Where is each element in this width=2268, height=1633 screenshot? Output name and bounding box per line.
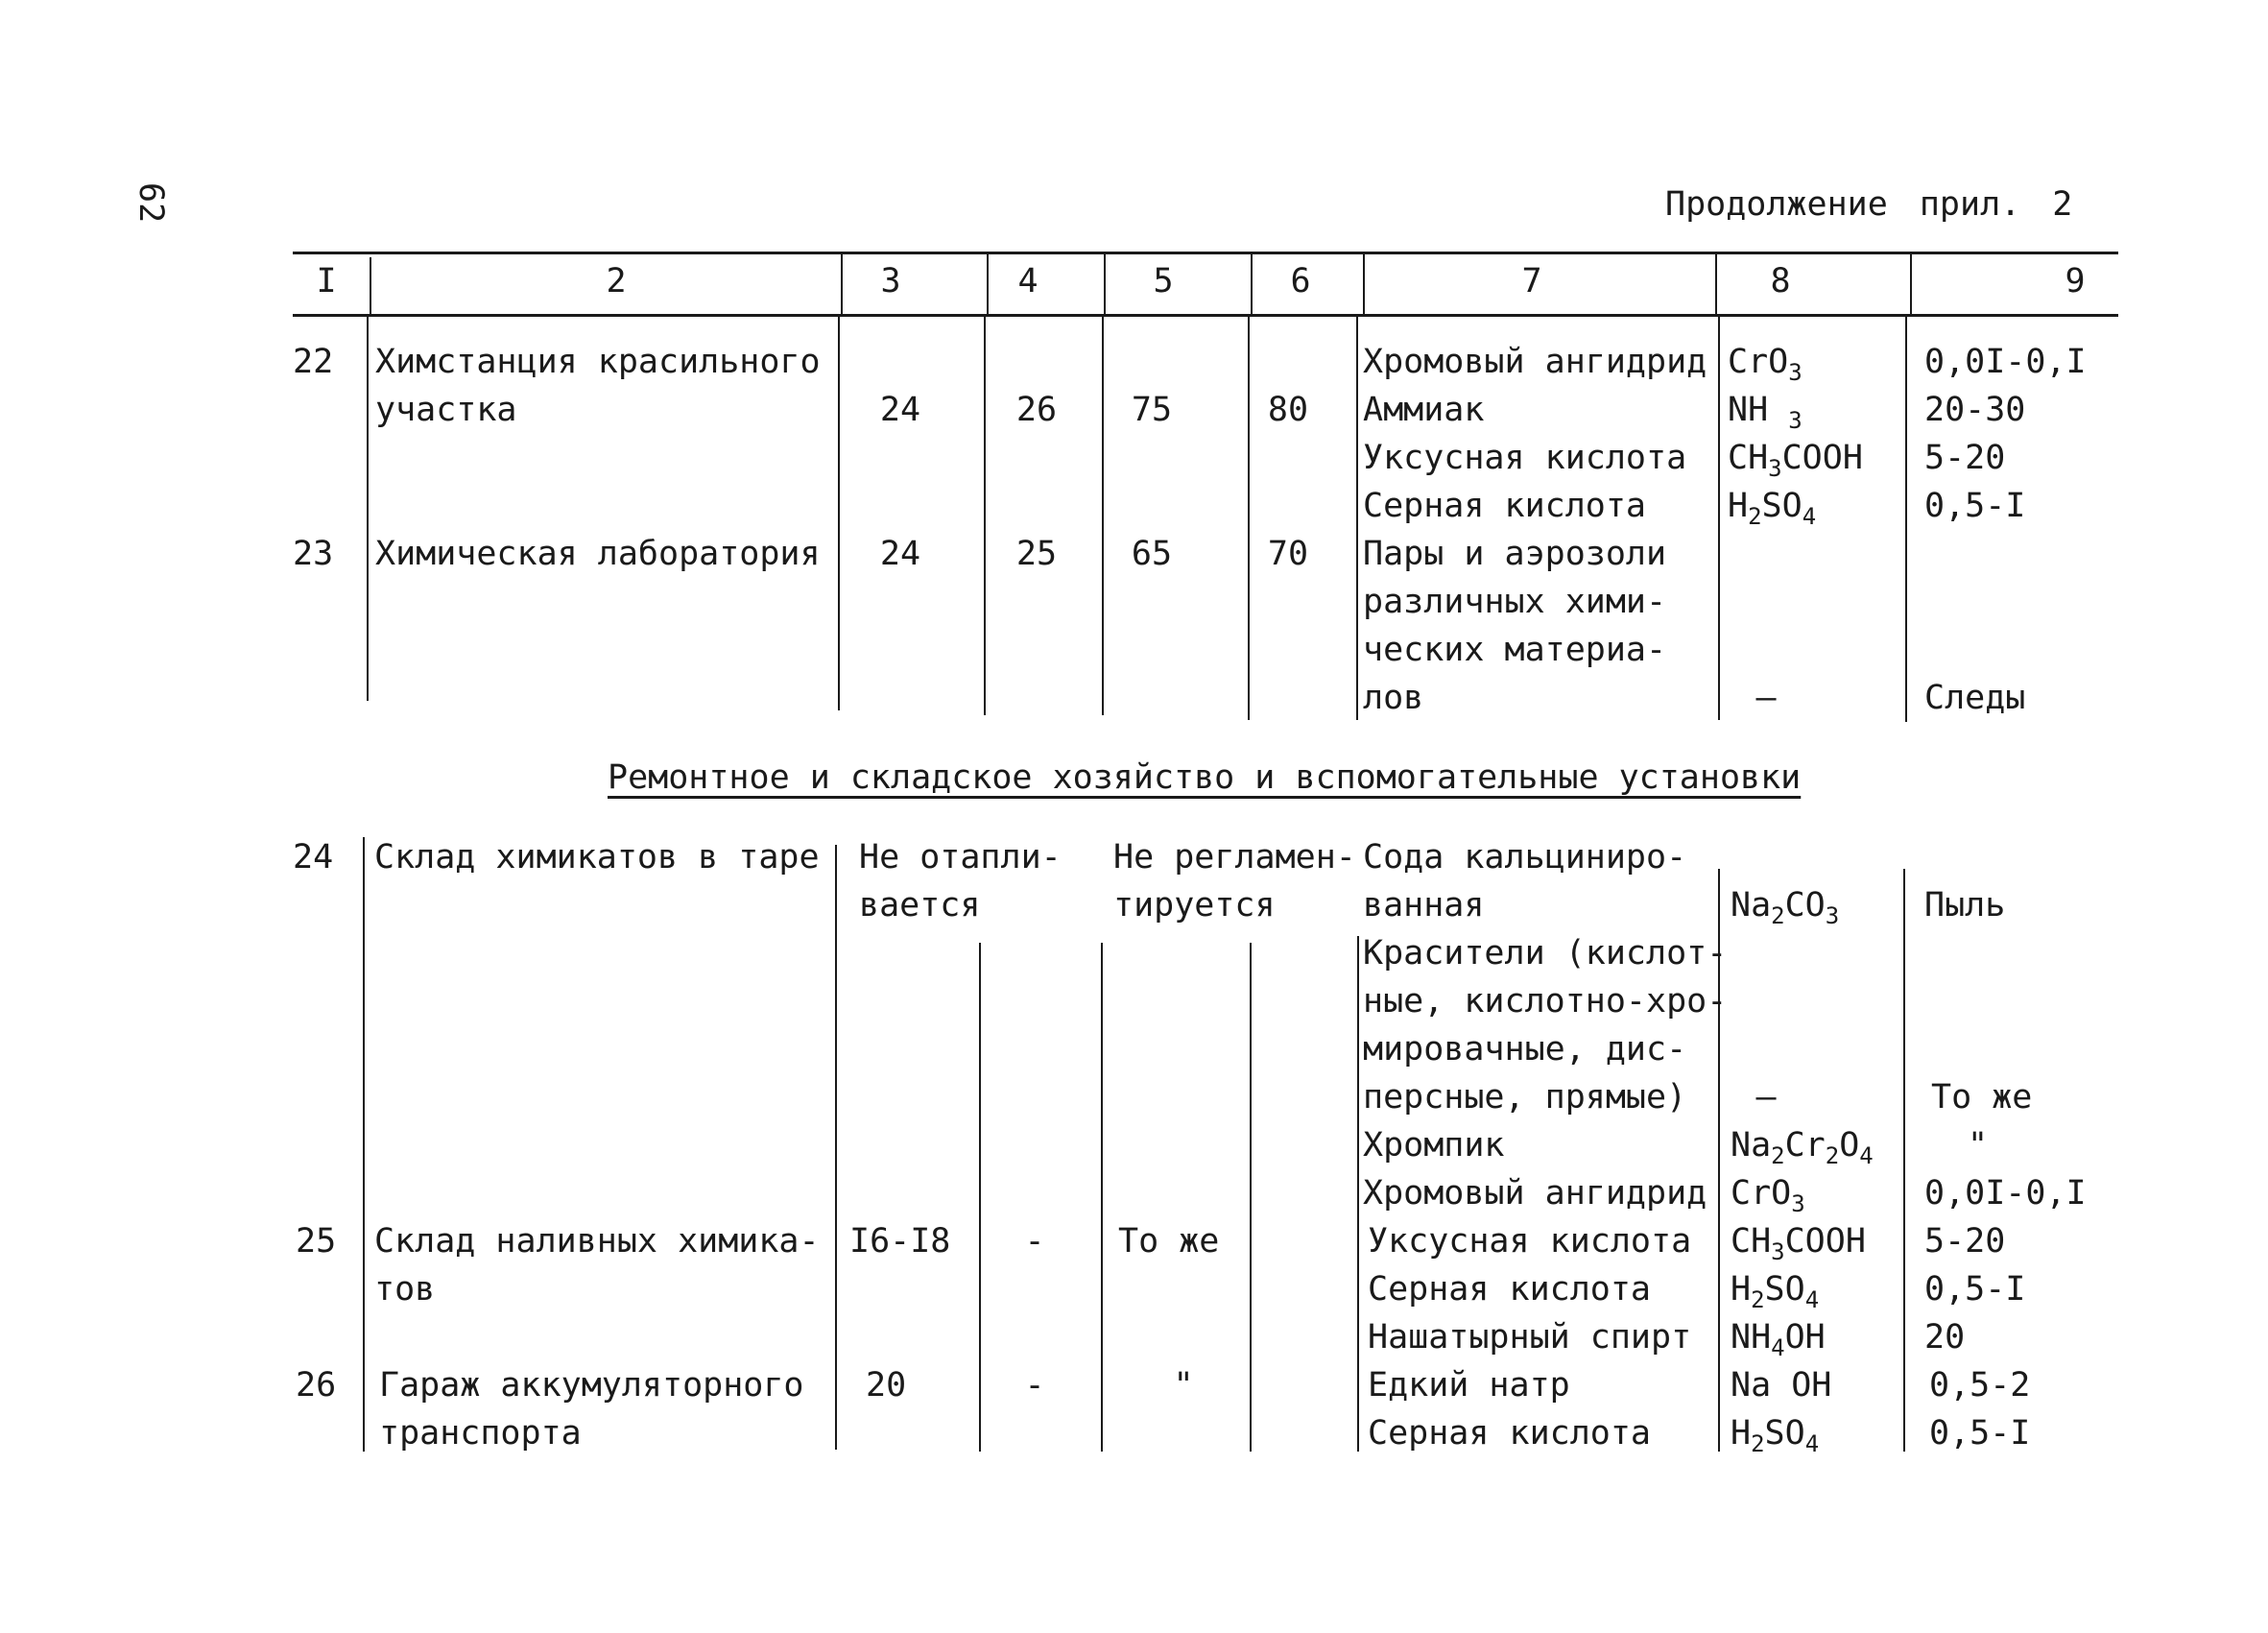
col-divider — [1248, 317, 1250, 720]
substance-name: Нашатырный спирт — [1368, 1318, 1692, 1357]
chemical-formula: $CH_3COOH$ — [1731, 1222, 1866, 1265]
row-value: 65 — [1131, 535, 1173, 573]
concentration-value: 0,0I-0,I — [1924, 343, 2087, 381]
row-value: - — [1024, 1366, 1045, 1405]
header-bottom-rule — [293, 314, 2118, 317]
row-number: 23 — [293, 535, 334, 573]
substance-name: Серная кислота — [1363, 487, 1647, 525]
row-value: То же — [1118, 1222, 1220, 1261]
row-value: 24 — [879, 391, 921, 429]
substance-name: Уксусная кислота — [1363, 439, 1687, 477]
chemical-formula: $H_2SO_4$ — [1731, 1270, 1820, 1313]
col-divider — [1357, 936, 1359, 1452]
col-divider — [1356, 317, 1358, 720]
chemical-formula: $H_2SO_4$ — [1728, 487, 1817, 530]
col-divider — [363, 837, 365, 1452]
substance-name: Пары и аэрозоли — [1363, 535, 1667, 573]
column-header: I — [316, 262, 337, 300]
substance-name: Хромовый ангидрид — [1363, 1174, 1707, 1213]
col-divider — [1718, 317, 1720, 720]
chemical-formula: $Na_2CO_3$ — [1731, 886, 1840, 929]
chemical-formula: Na OH — [1731, 1366, 1832, 1405]
row-name: Склад химикатов в таре — [374, 838, 820, 877]
row-value: 75 — [1131, 391, 1173, 429]
substance-name: ные, кислотно-хро- — [1363, 982, 1728, 1021]
substance-name: Серная кислота — [1368, 1270, 1652, 1309]
concentration-value: 20-30 — [1924, 391, 2026, 429]
row-value: 70 — [1267, 535, 1309, 573]
row-value: 25 — [1015, 535, 1058, 573]
row-number: 25 — [296, 1222, 337, 1261]
column-header: 3 — [880, 262, 901, 300]
row-value: тируется — [1113, 886, 1276, 925]
concentration-value: Пыль — [1924, 886, 2006, 925]
row-name: Гараж аккумуляторного — [379, 1366, 804, 1405]
substance-name: лов — [1363, 679, 1424, 717]
col-divider — [984, 317, 986, 715]
concentration-value: 5-20 — [1924, 1222, 2006, 1261]
substance-name: Сода кальциниро- — [1363, 838, 1687, 877]
chemical-formula: $Na_2Cr_2O_4$ — [1731, 1126, 1874, 1169]
col-divider — [370, 257, 371, 315]
col-divider — [1104, 252, 1106, 315]
chemical-formula: CrO$_3$ — [1731, 1174, 1805, 1217]
row-value: I6-I8 — [849, 1222, 951, 1261]
chemical-formula: NH $_3$ — [1728, 391, 1802, 434]
chemical-formula: $NH_4OH$ — [1731, 1318, 1826, 1361]
col-divider — [367, 317, 369, 701]
col-divider — [841, 252, 843, 315]
table-top-rule — [293, 252, 2118, 254]
concentration-value: Следы — [1924, 679, 2026, 717]
substance-name: персные, прямые) — [1363, 1078, 1687, 1117]
col-divider — [1910, 252, 1912, 315]
substance-name: ческих материа- — [1363, 631, 1667, 669]
row-value: - — [1024, 1222, 1045, 1261]
substance-name: Уксусная кислота — [1368, 1222, 1692, 1261]
row-number: 22 — [293, 343, 334, 381]
substance-name: Серная кислота — [1368, 1414, 1652, 1453]
col-divider — [1251, 252, 1253, 315]
substance-name: мировачные, дис- — [1363, 1030, 1687, 1069]
col-divider — [1250, 943, 1252, 1452]
concentration-value: 0,5-I — [1924, 487, 2026, 525]
col-divider — [1102, 317, 1104, 715]
chemical-formula: $H_2SO_4$ — [1731, 1414, 1820, 1457]
column-header: 4 — [1017, 262, 1039, 300]
row-value: 80 — [1267, 391, 1309, 429]
substance-name: Красители (кислот- — [1363, 934, 1728, 973]
chemical-formula: – — [1755, 679, 1777, 717]
col-divider — [1905, 317, 1907, 722]
continuation-caption: Продолжение прил. 2 — [1665, 185, 2073, 224]
chemical-formula: $CH_3COOH$ — [1728, 439, 1863, 482]
chemical-formula: CrO$_3$ — [1728, 343, 1802, 386]
column-header: 6 — [1290, 262, 1311, 300]
substance-name: Хромовый ангидрид — [1363, 343, 1707, 381]
column-header: 5 — [1153, 262, 1174, 300]
row-number: 24 — [293, 838, 334, 877]
row-value: 26 — [1015, 391, 1058, 429]
column-header: 8 — [1770, 262, 1791, 300]
ditto-mark: " — [1968, 1126, 1989, 1165]
column-header: 9 — [2065, 262, 2086, 300]
substance-name: различных хими- — [1363, 583, 1667, 621]
col-divider — [835, 845, 837, 1450]
row-value: вается — [859, 886, 981, 925]
concentration-value: 0,5-2 — [1929, 1366, 2031, 1405]
row-name: Химическая лаборатория — [375, 535, 821, 573]
row-value: 20 — [866, 1366, 907, 1405]
concentration-value: 20 — [1924, 1318, 1966, 1357]
row-name: транспорта — [379, 1414, 582, 1453]
col-divider — [1363, 252, 1365, 315]
substance-name: ванная — [1363, 886, 1485, 925]
ditto-mark: " — [1173, 1366, 1194, 1405]
col-divider — [979, 943, 981, 1452]
substance-name: Хромпик — [1363, 1126, 1505, 1165]
substance-name: Аммиак — [1363, 391, 1485, 429]
col-divider — [1101, 943, 1103, 1452]
col-divider — [1903, 869, 1905, 1452]
concentration-value: То же — [1931, 1078, 2033, 1117]
row-name: тов — [374, 1270, 436, 1309]
row-name: Химстанция красильного — [375, 343, 821, 381]
concentration-value: 0,5-I — [1929, 1414, 2031, 1453]
row-name: Склад наливных химика- — [374, 1222, 820, 1261]
column-header: 7 — [1521, 262, 1542, 300]
concentration-value: 5-20 — [1924, 439, 2006, 477]
row-number: 26 — [296, 1366, 337, 1405]
row-name: участка — [375, 391, 517, 429]
col-divider — [987, 252, 989, 315]
chemical-formula: – — [1755, 1078, 1777, 1117]
substance-name: Едкий натр — [1368, 1366, 1570, 1405]
concentration-value: 0,0I-0,I — [1924, 1174, 2087, 1213]
page-number: 62 — [131, 182, 170, 224]
concentration-value: 0,5-I — [1924, 1270, 2026, 1309]
row-value: 24 — [879, 535, 921, 573]
col-divider — [838, 317, 840, 710]
row-value: Не регламен- — [1113, 838, 1356, 877]
section-title: Ремонтное и складское хозяйство и вспомогательные установки — [608, 758, 1802, 797]
col-divider — [1715, 252, 1717, 315]
column-header: 2 — [606, 262, 627, 300]
row-value: Не отапли- — [859, 838, 1062, 877]
